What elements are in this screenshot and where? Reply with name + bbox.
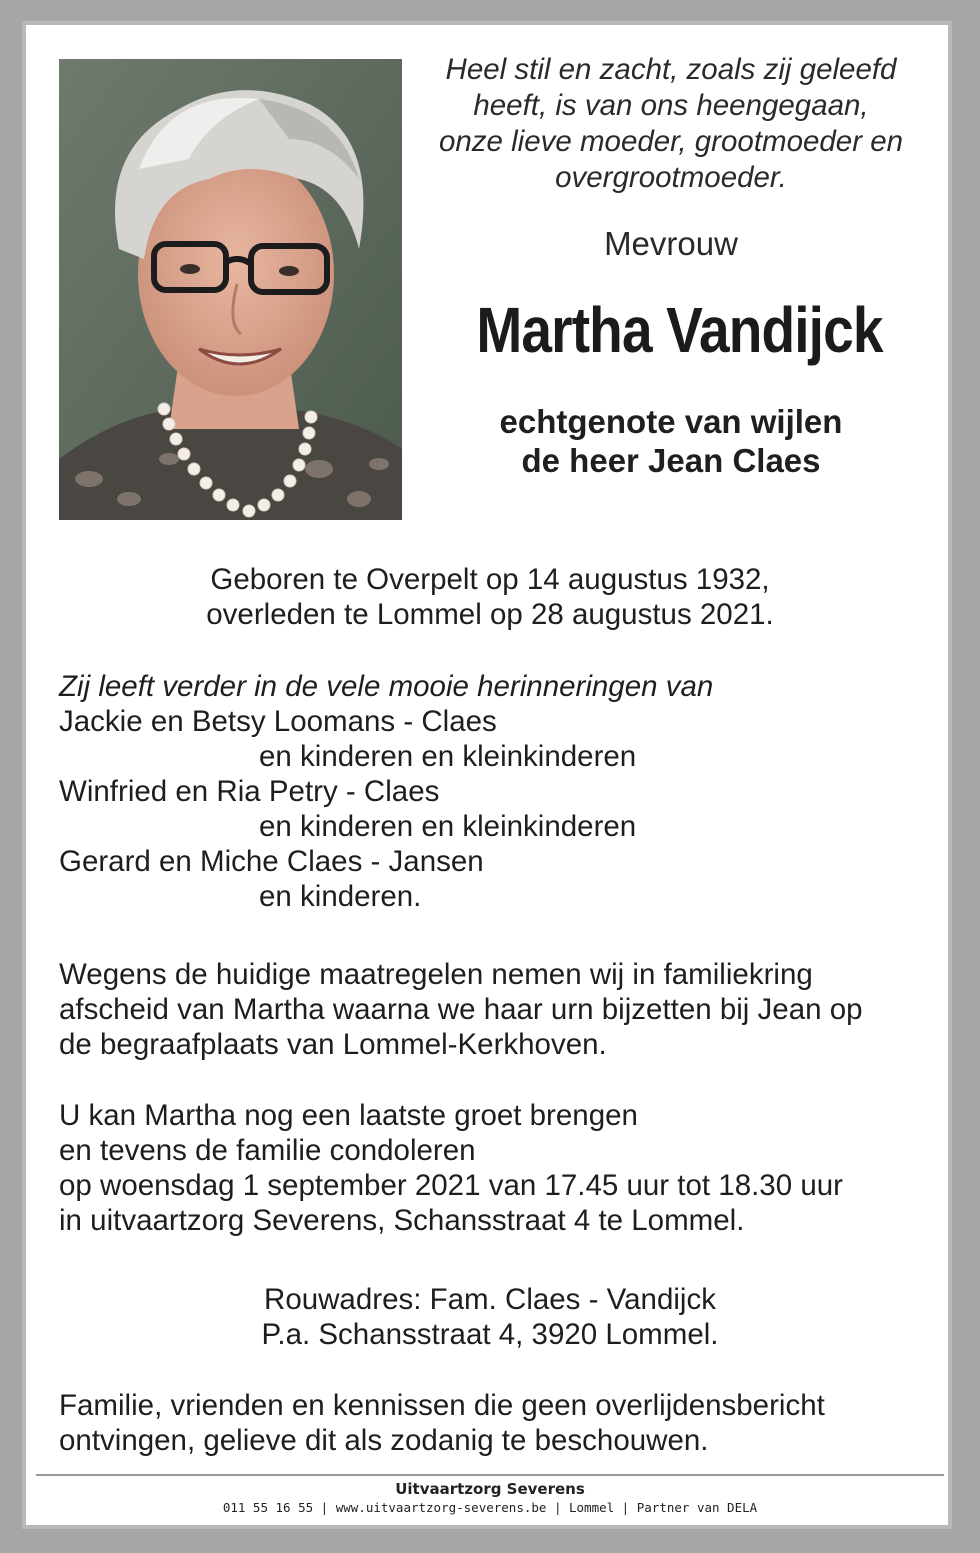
announcement-line: de begraafplaats van Lommel-Kerkhoven. bbox=[59, 1028, 607, 1061]
death-line: overleden te Lommel op 28 augustus 2021. bbox=[206, 598, 774, 631]
visitation-line: en tevens de familie condoleren bbox=[59, 1134, 476, 1167]
survivor-family: Gerard en Miche Claes - Jansen bbox=[59, 845, 484, 878]
honorific: Mevrouw bbox=[604, 225, 738, 262]
announcement-line: afscheid van Martha waarna we haar urn bijzetten bij Jean op bbox=[59, 993, 863, 1026]
survivors-intro: Zij leeft verder in de vele mooie herinneringen van bbox=[59, 670, 714, 703]
closing-note bbox=[59, 1388, 939, 1458]
announcement-line: Wegens de huidige maatregelen nemen wij in familiekring bbox=[59, 958, 813, 991]
funeral-home-contact: 011 55 16 55 | www.uitvaartzorg-severens.be | Lommel | Partner van DELA bbox=[222, 1500, 758, 1515]
deceased-name: Martha Vandijck bbox=[476, 294, 883, 366]
survivor-descendants: en kinderen en kleinkinderen bbox=[259, 740, 637, 773]
poem-line: Heel stil en zacht, zoals zij geleefd bbox=[445, 53, 897, 86]
address-line: Rouwadres: Fam. Claes - Vandijck bbox=[264, 1283, 716, 1316]
closing-line: Familie, vrienden en kennissen die geen overlijdensbericht bbox=[59, 1389, 825, 1422]
farewell-announcement bbox=[59, 957, 939, 1062]
address-line: P.a. Schansstraat 4, 3920 Lommel. bbox=[261, 1318, 719, 1351]
survivor-family: Jackie en Betsy Loomans - Claes bbox=[59, 705, 497, 738]
survivor-descendants: en kinderen en kleinkinderen bbox=[259, 810, 637, 843]
spouse-note bbox=[412, 402, 930, 480]
poem-line: overgrootmoeder. bbox=[555, 161, 787, 194]
survivor-descendants: en kinderen. bbox=[259, 880, 422, 913]
survivor-family: Winfried en Ria Petry - Claes bbox=[59, 775, 440, 808]
portrait-photo bbox=[59, 59, 402, 520]
opening-poem bbox=[412, 52, 930, 196]
poem-line: onze lieve moeder, grootmoeder en bbox=[438, 125, 904, 158]
birth-line: Geboren te Overpelt op 14 augustus 1932, bbox=[210, 563, 770, 596]
visitation-line: U kan Martha nog een laatste groet brengen bbox=[59, 1099, 638, 1132]
spouse-line: de heer Jean Claes bbox=[521, 442, 821, 479]
portrait-illustration bbox=[59, 59, 402, 520]
spouse-line: echtgenote van wijlen bbox=[499, 403, 843, 440]
funeral-home-name: Uitvaartzorg Severens bbox=[395, 1480, 585, 1498]
visitation-line: in uitvaartzorg Severens, Schansstraat 4 te Lommel. bbox=[59, 1204, 745, 1237]
closing-line: ontvingen, gelieve dit als zodanig te beschouwen. bbox=[59, 1424, 709, 1457]
survivors-list bbox=[59, 669, 713, 914]
birth-death-dates bbox=[0, 562, 980, 632]
mourning-address bbox=[0, 1282, 980, 1352]
poem-line: heeft, is van ons heengegaan, bbox=[473, 89, 869, 122]
visitation-info bbox=[59, 1098, 939, 1238]
footer-divider bbox=[36, 1474, 944, 1476]
visitation-line: op woensdag 1 september 2021 van 17.45 uur tot 18.30 uur bbox=[59, 1169, 843, 1202]
